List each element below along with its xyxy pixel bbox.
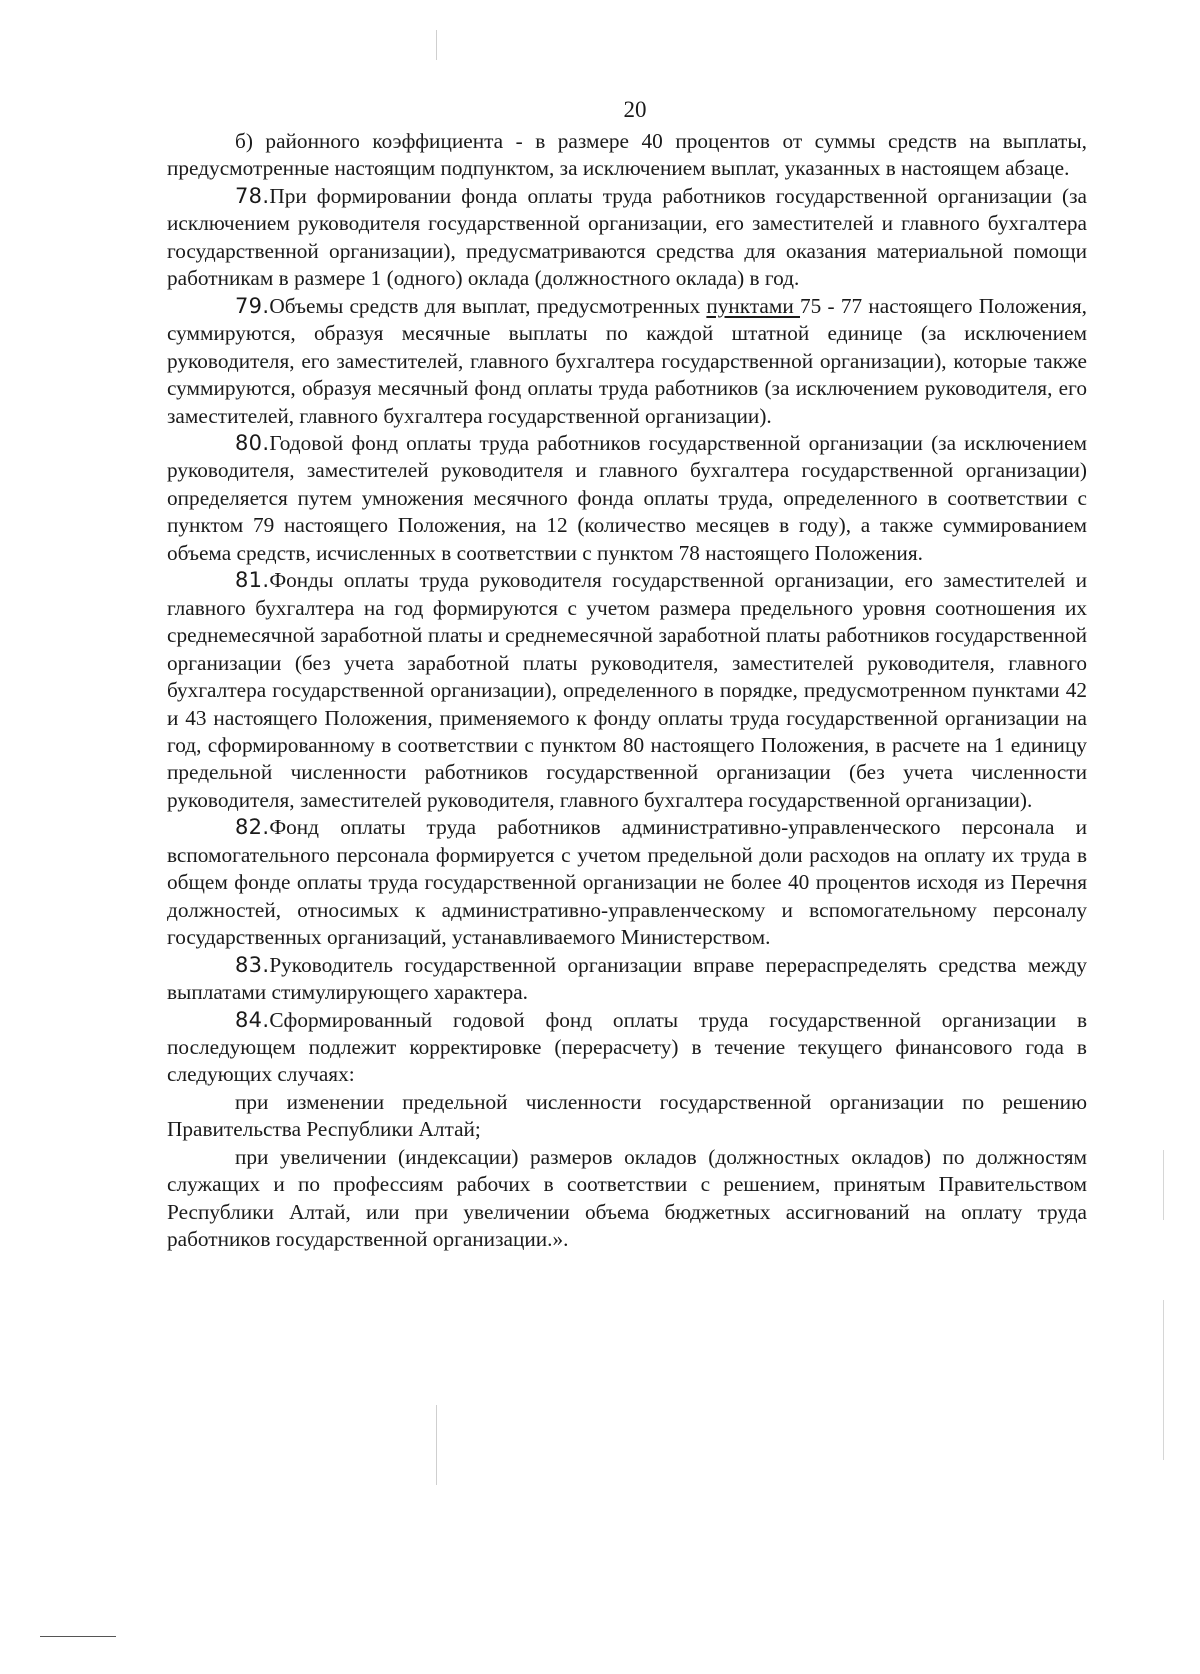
paragraph-number: 80. (235, 430, 270, 455)
scan-fold-mark (436, 30, 437, 60)
paragraph-text: при увеличении (индексации) размеров окладов (должностных окладов) по должностям служащих и по профессиям рабочих в соответствии с решением, принятым Правительством Республики Алтай, или при увеличении объема бюджетных ассигнований на оплату труда работников государственной организации.». (167, 1144, 1087, 1252)
paragraph-81 (167, 567, 1087, 814)
paragraph-text: Сформированный годовой фонд оплаты труда государственной организации в последующем подлежит корректировке (перерасчету) в течение текущего финансового года в следующих случаях: (167, 1007, 1087, 1087)
paragraph-number: 81. (235, 568, 270, 593)
document-body (167, 128, 1087, 1254)
paragraph-text: Руководитель государственной организации вправе перераспределять средства между выплатами стимулирующего характера. (167, 952, 1087, 1005)
paragraph-number: 79. (235, 293, 270, 318)
page-number: 20 (623, 97, 647, 122)
paragraph-77b (167, 128, 1087, 183)
paragraph-number: 78. (235, 183, 270, 208)
scan-corner-line (40, 1636, 116, 1637)
scan-edge-mark (1163, 1150, 1164, 1220)
paragraph-text: 75 - 77 настоящего Положения, суммируются, образуя месячные выплаты по каждой штатной единице (за исключением руководителя, его заместителей, главного бухгалтера государственной организации), которые также суммируются, образуя месячный фонд оплаты труда работников (за исключением руководителя, его заместителей, главного бухгалтера государственной организации). (167, 293, 1087, 428)
scan-fold-mark (436, 1405, 437, 1485)
paragraph-number: 83. (235, 952, 270, 977)
paragraph-83 (167, 952, 1087, 1007)
paragraph-text: Фонд оплаты труда работников административно-управленческого персонала и вспомогательного персонала формируется с учетом предельной доли расходов на оплату их труда в общем фонде оплаты труда государственной организации не более 40 процентов исходя из Перечня должностей, относимых к административно-управленческому и вспомогательному персоналу государственных организаций, устанавливаемого Министерством. (167, 815, 1087, 950)
paragraph-number: 82. (235, 815, 270, 840)
paragraph-84 (167, 1007, 1087, 1089)
paragraph-text: При формировании фонда оплаты труда работников государственной организации (за исключением руководителя государственной организации, его заместителей и главного бухгалтера государственной организации), предусматриваются средства для оказания материальной помощи работникам в размере 1 (одного) оклада (должностного оклада) в год. (167, 183, 1087, 291)
paragraph-text: Годовой фонд оплаты труда работников государственной организации (за исключением руководителя, заместителей руководителя и главного бухгалтера государственной организации) определяется путем умножения месячного фонда оплаты труда, определенного в соответствии с пунктом 79 настоящего Положения, на 12 (количество месяцев в году), а также суммированием объема средств, исчисленных в соответствии с пунктом 78 настоящего Положения. (167, 430, 1087, 565)
paragraph-84-case-2 (167, 1144, 1087, 1254)
paragraph-text: б) районного коэффициента - в размере 40 процентов от суммы средств на выплаты, предусмотренные настоящим подпунктом, за исключением выплат, указанных в настоящем абзаце. (167, 129, 1087, 181)
paragraph-reference-link[interactable]: пунктами (706, 293, 800, 318)
paragraph-78 (167, 183, 1087, 293)
paragraph-84-case-1 (167, 1089, 1087, 1144)
paragraph-80 (167, 430, 1087, 567)
paragraph-text: Фонды оплаты труда руководителя государственной организации, его заместителей и главного бухгалтера на год формируются с учетом размера предельного уровня соотношения их среднемесячной заработной платы и среднемесячной заработной платы работников государственной организации (без учета заработной платы руководителя, заместителей руководителя, главного бухгалтера государственной организации), определенного в порядке, предусмотренном пунктами 42 и 43 настоящего Положения, применяемого к фонду оплаты труда государственной организации на год, сформированному в соответствии с пунктом 80 настоящего Положения, в расчете на 1 единицу предельной численности работников государственной организации (без учета численности руководителя, заместителей руководителя, главного бухгалтера государственной организации). (167, 568, 1087, 812)
paragraph-number: 84. (235, 1007, 270, 1032)
paragraph-text: Объемы средств для выплат, предусмотренных (269, 293, 707, 318)
scan-edge-mark (1163, 1300, 1164, 1460)
paragraph-text: при изменении предельной численности государственной организации по решению Правительства Республики Алтай; (167, 1089, 1087, 1142)
paragraph-79 (167, 293, 1087, 430)
paragraph-82 (167, 814, 1087, 951)
